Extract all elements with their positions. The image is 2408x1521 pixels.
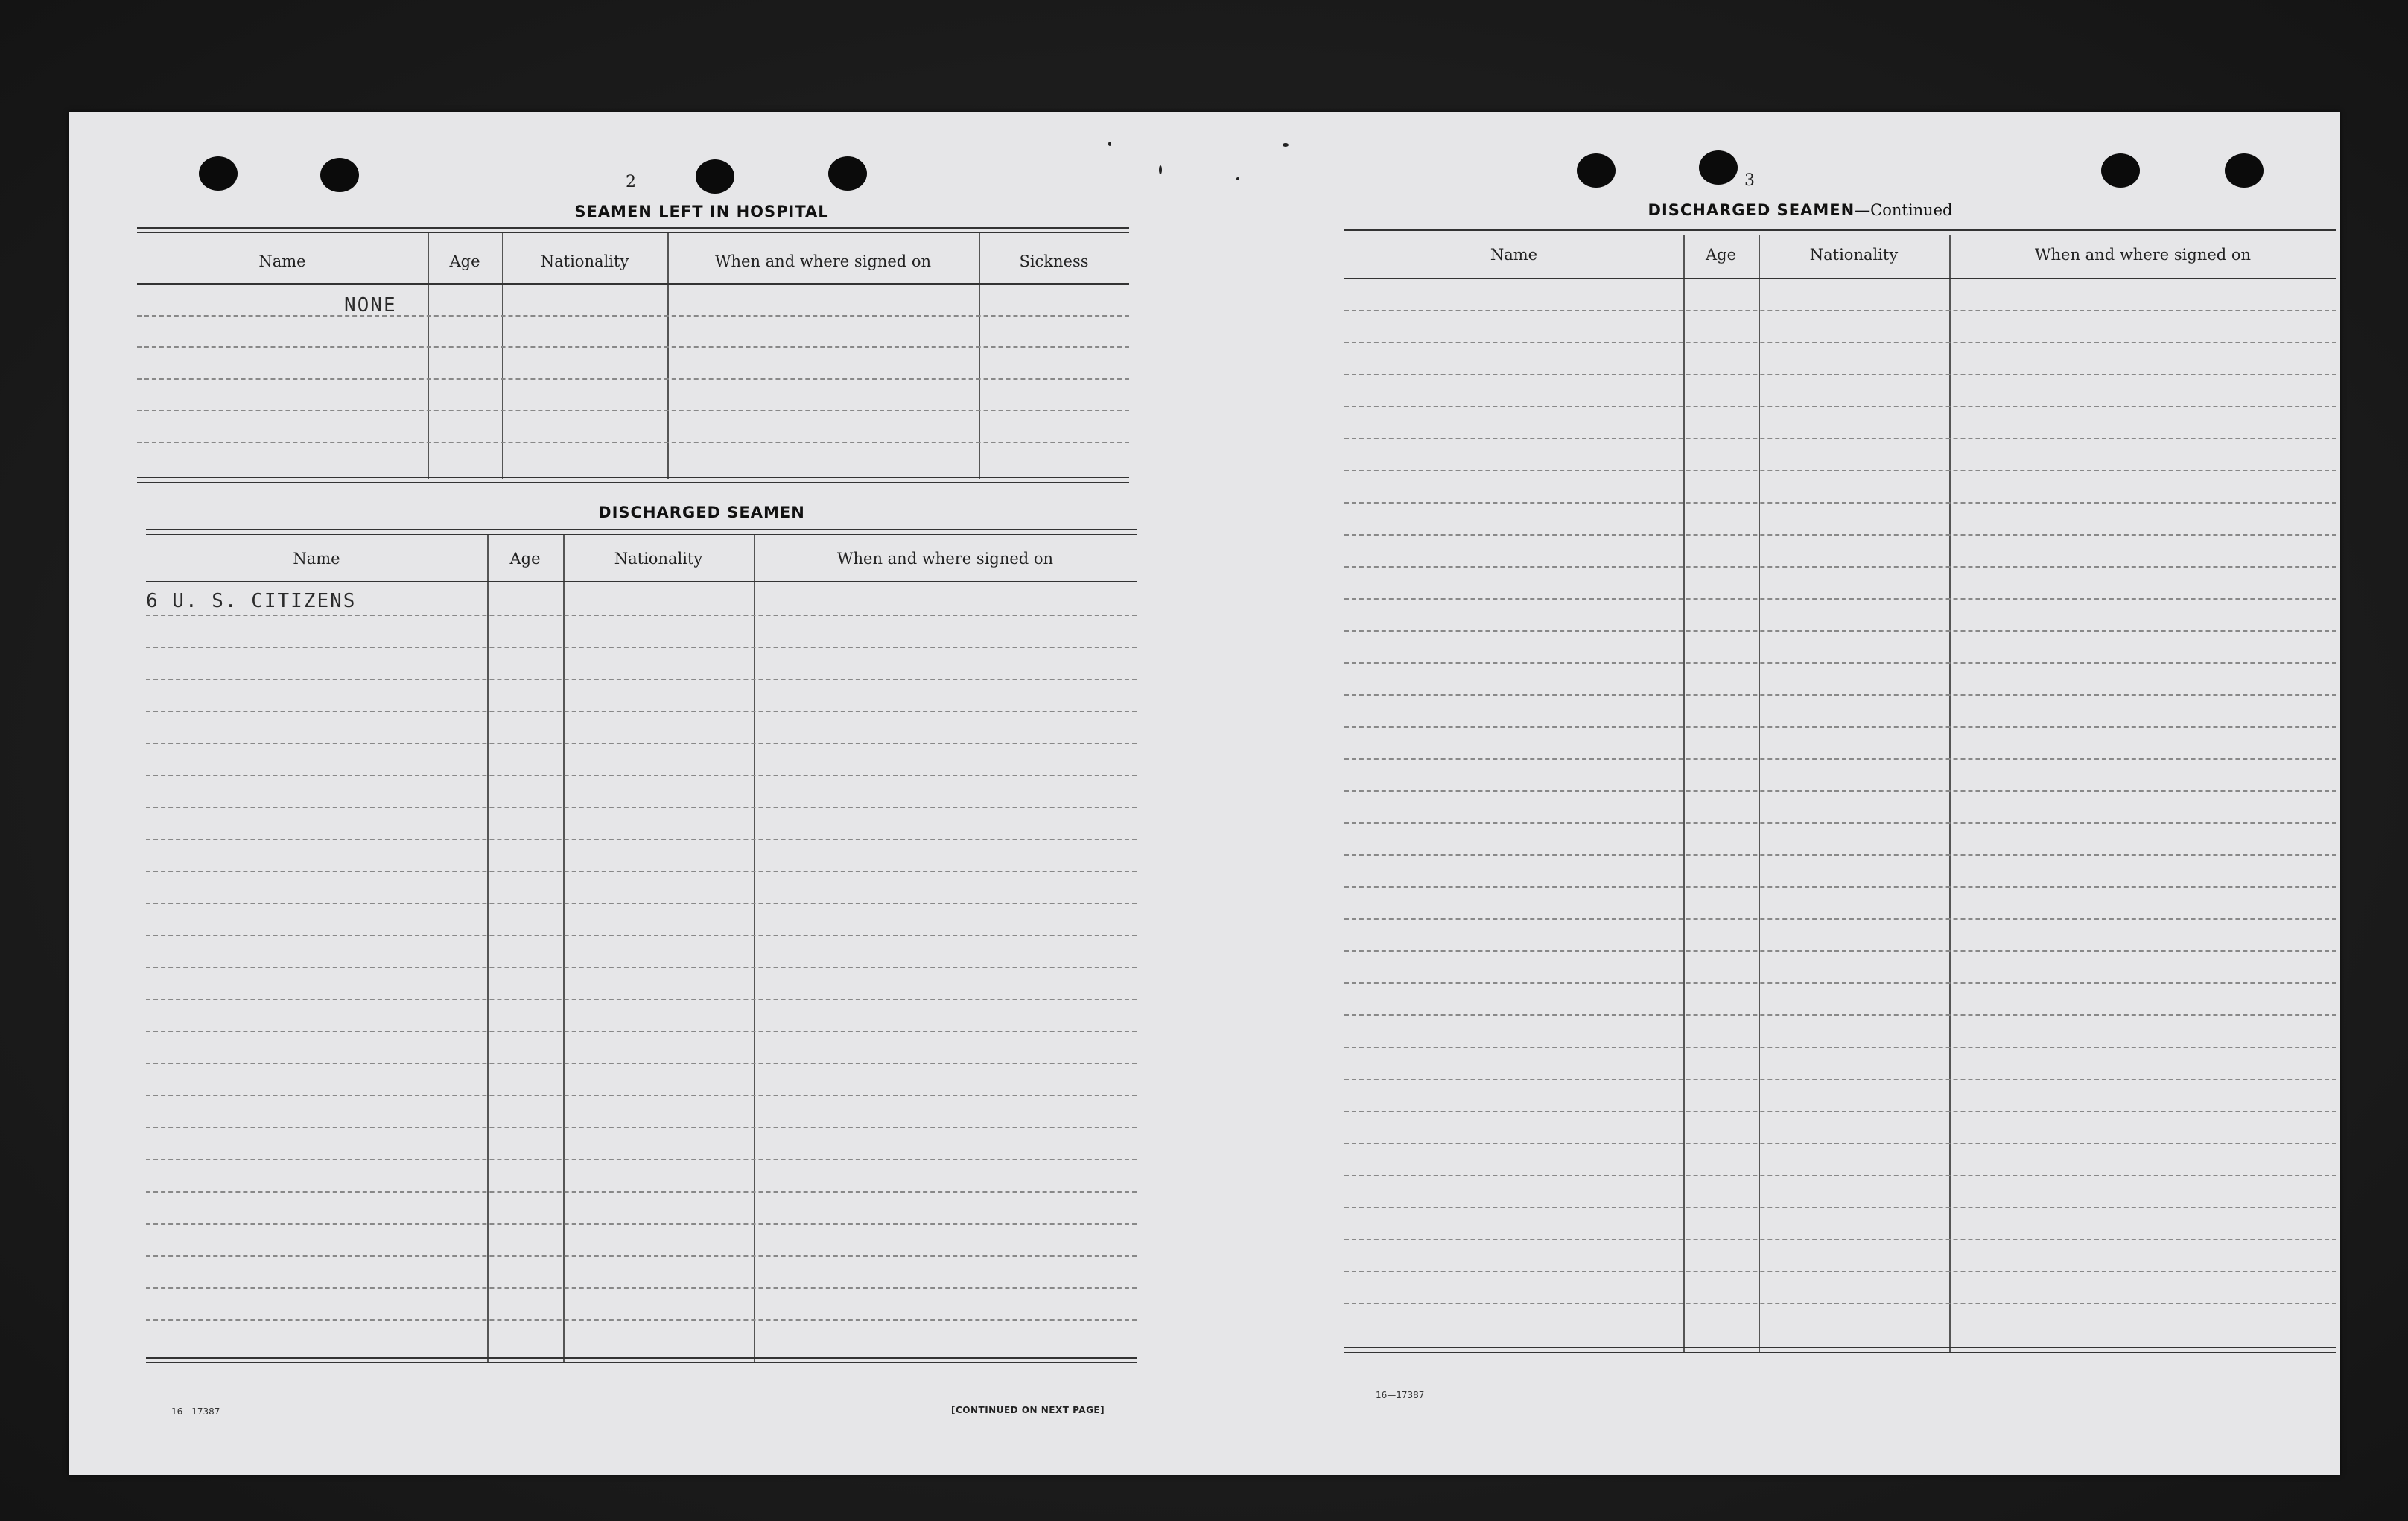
discharged-continued-table — [1344, 229, 2336, 1353]
row-line — [146, 1095, 1137, 1096]
row-line — [1344, 406, 2336, 407]
row-line — [1344, 630, 2336, 632]
column-divider — [754, 535, 755, 1362]
discharged-entry: 6 U. S. CITIZENS — [146, 590, 357, 612]
header-rule — [1344, 278, 2336, 279]
column-divider — [563, 535, 565, 1362]
column-header-nationality: Nationality — [614, 550, 703, 568]
row-line — [146, 679, 1137, 680]
column-header-signed-on: When and where signed on — [2034, 246, 2252, 264]
row-line — [1344, 1303, 2336, 1304]
ledger-sheet — [69, 112, 2340, 1475]
row-line — [146, 615, 1137, 616]
row-line — [146, 1255, 1137, 1257]
row-line — [1344, 662, 2336, 664]
ink-speck — [1108, 142, 1111, 146]
row-line — [146, 1223, 1137, 1225]
row-line — [1344, 822, 2336, 824]
row-line — [146, 743, 1137, 744]
row-line — [137, 442, 1129, 443]
continued-section-title — [1450, 201, 2150, 219]
row-line — [146, 1159, 1137, 1160]
left-page — [69, 112, 1204, 1475]
column-divider — [1949, 235, 1951, 1353]
row-line — [1344, 470, 2336, 471]
hospital-section-title: SEAMEN LEFT IN HOSPITAL — [574, 203, 829, 220]
row-line — [1344, 438, 2336, 439]
row-line — [1344, 1175, 2336, 1176]
table-top-rule — [137, 227, 1129, 233]
punch-hole — [696, 159, 734, 194]
table-top-rule — [146, 529, 1137, 535]
ink-speck — [1236, 177, 1239, 180]
table-top-rule — [1344, 229, 2336, 235]
column-header-signed-on: When and where signed on — [714, 253, 932, 270]
form-code: 16—17387 — [171, 1406, 220, 1417]
page-number: 2 — [626, 173, 636, 191]
punch-hole — [1577, 153, 1616, 188]
row-line — [1344, 1239, 2336, 1240]
ink-speck — [1159, 165, 1162, 174]
column-header-signed-on: When and where signed on — [836, 550, 1054, 568]
row-line — [1344, 374, 2336, 375]
row-line — [146, 999, 1137, 1000]
row-line — [1344, 854, 2336, 856]
row-line — [137, 346, 1129, 348]
row-line — [1344, 950, 2336, 952]
row-line — [146, 903, 1137, 904]
row-line — [1344, 982, 2336, 984]
column-header-age: Age — [1705, 246, 1737, 264]
column-header-nationality: Nationality — [1809, 246, 1899, 264]
row-line — [146, 1191, 1137, 1193]
row-line — [137, 378, 1129, 380]
column-header-nationality: Nationality — [540, 253, 629, 270]
column-header-name: Name — [258, 253, 306, 270]
column-divider — [1759, 235, 1760, 1353]
row-line — [146, 1127, 1137, 1128]
ink-speck — [1283, 143, 1289, 147]
column-header-name: Name — [293, 550, 340, 568]
punch-hole — [828, 156, 867, 191]
row-line — [1344, 886, 2336, 888]
column-header-age: Age — [509, 550, 541, 568]
row-line — [1344, 566, 2336, 568]
column-header-age: Age — [449, 253, 480, 270]
column-header-name: Name — [1490, 246, 1538, 264]
hospital-entry: NONE — [344, 294, 397, 317]
row-line — [137, 410, 1129, 411]
row-line — [146, 1319, 1137, 1321]
row-line — [1344, 534, 2336, 536]
row-line — [1344, 1143, 2336, 1144]
row-line — [1344, 342, 2336, 343]
table-bottom-rule — [146, 1357, 1137, 1363]
row-line — [1344, 1207, 2336, 1208]
row-line — [1344, 1014, 2336, 1016]
section-title-suffix: —Continued — [1855, 201, 1953, 219]
row-line — [1344, 694, 2336, 696]
row-line — [146, 807, 1137, 808]
column-header-sickness: Sickness — [1019, 253, 1089, 270]
row-line — [1344, 1047, 2336, 1048]
row-line — [146, 775, 1137, 776]
row-line — [1344, 502, 2336, 504]
row-line — [146, 935, 1137, 936]
row-line — [1344, 918, 2336, 920]
row-line — [146, 1063, 1137, 1064]
row-line — [137, 315, 1129, 317]
row-line — [1344, 790, 2336, 792]
row-line — [1344, 758, 2336, 760]
discharged-section-title: DISCHARGED SEAMEN — [598, 504, 805, 521]
table-bottom-rule — [137, 477, 1129, 483]
continued-note: [CONTINUED ON NEXT PAGE] — [951, 1405, 1105, 1415]
form-code: 16—17387 — [1376, 1390, 1425, 1400]
punch-hole — [2101, 153, 2140, 188]
right-page — [1204, 112, 2340, 1475]
row-line — [146, 967, 1137, 968]
row-line — [146, 1031, 1137, 1032]
row-line — [146, 839, 1137, 840]
column-divider — [1683, 235, 1685, 1353]
column-divider — [487, 535, 489, 1362]
hospital-table — [137, 227, 1129, 484]
row-line — [1344, 310, 2336, 311]
table-bottom-rule — [1344, 1347, 2336, 1353]
punch-hole — [320, 158, 359, 192]
discharged-table — [146, 529, 1137, 1363]
punch-hole — [2225, 153, 2264, 188]
row-line — [146, 711, 1137, 712]
page-number: 3 — [1744, 171, 1755, 190]
row-line — [146, 1287, 1137, 1289]
row-line — [1344, 1079, 2336, 1080]
section-title-main: DISCHARGED SEAMEN — [1648, 201, 1855, 219]
header-rule — [146, 581, 1137, 582]
header-rule — [137, 283, 1129, 285]
row-line — [1344, 598, 2336, 600]
punch-hole — [199, 156, 238, 191]
row-line — [146, 871, 1137, 872]
row-line — [1344, 726, 2336, 728]
punch-hole — [1699, 150, 1738, 185]
row-line — [1344, 1271, 2336, 1272]
row-line — [146, 647, 1137, 648]
row-line — [1344, 1111, 2336, 1112]
